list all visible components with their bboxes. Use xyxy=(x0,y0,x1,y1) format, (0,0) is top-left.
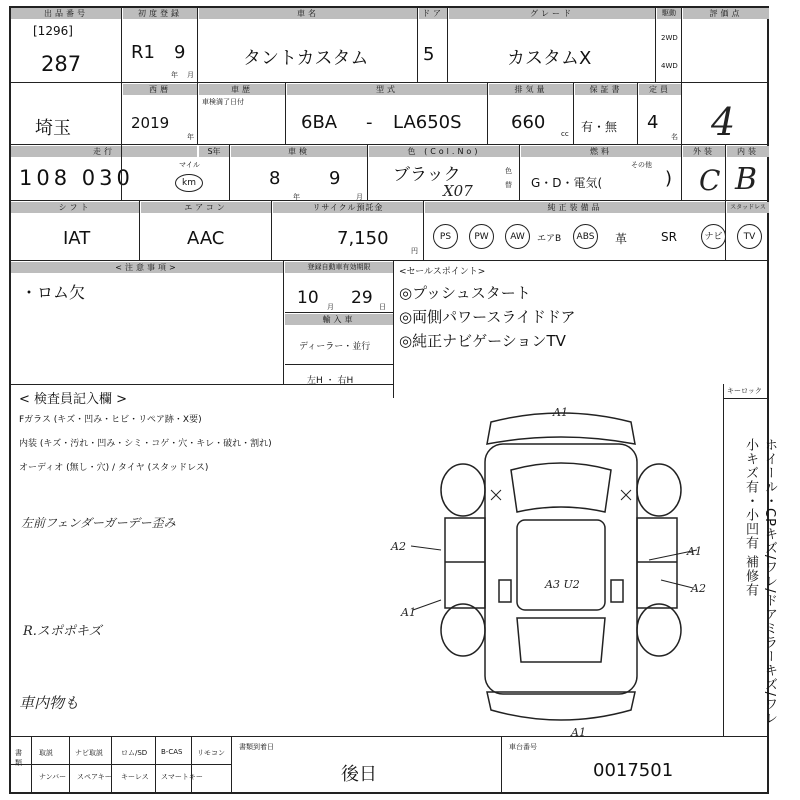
key-lock-label: キーロック xyxy=(727,387,762,395)
interior-header: 内装 xyxy=(727,146,769,157)
caution-header: <注意事項> xyxy=(11,262,283,273)
auction-no: 287 xyxy=(41,52,82,76)
displacement-unit: cc xyxy=(561,130,569,138)
equip-navi: ナビ xyxy=(701,224,726,249)
inspector-title: < 検査員記入欄 > xyxy=(19,392,128,407)
auction-no-small: [1296] xyxy=(33,24,73,38)
mark-right-rear: A2 xyxy=(691,582,706,595)
equip-tv: TV xyxy=(737,224,762,249)
vin-value: 0017501 xyxy=(593,760,674,781)
mileage-unit-km: km xyxy=(175,174,203,192)
mileage-header: 走行 xyxy=(11,146,197,157)
left-doors xyxy=(445,518,485,608)
year-suffix: 年 xyxy=(187,133,194,141)
mark-left-rear: A1 xyxy=(401,606,416,619)
score-header: 評価点 xyxy=(683,8,769,19)
footer-remote: リモコン xyxy=(197,749,225,757)
interior: B xyxy=(735,162,758,197)
caution-text: ・ロム欠 xyxy=(21,283,86,302)
grade: カスタムX xyxy=(507,48,592,69)
footer-smart-key: スマートキー xyxy=(161,773,203,781)
shaken-year: 8 xyxy=(269,168,281,189)
handwritten-note-3: 車内物も xyxy=(19,694,80,712)
score: 4 xyxy=(711,100,736,144)
color-header: 色 (Col.No) xyxy=(369,146,519,157)
side-note: ホイール・CPキズ/ワレ/ドアミラーキズ/ワレ 小キズ有・小凹有 補修有 xyxy=(743,438,777,726)
receipt-value: 後日 xyxy=(341,764,377,785)
handwritten-note-2: R.スポポキズ xyxy=(23,624,102,639)
first-reg-month: 9 xyxy=(174,42,186,63)
sales-point-3: ◎純正ナビゲーションTV xyxy=(399,332,566,350)
expiry-day: 29 xyxy=(351,288,373,308)
equip-sr: SR xyxy=(661,230,677,244)
mark-front: A1 xyxy=(553,406,568,419)
sticker-header: スタッドレス xyxy=(727,202,769,213)
sales-point-2: ◎両側パワースライドドア xyxy=(399,308,576,326)
capacity-unit: 名 xyxy=(671,133,678,141)
type-code: LA650S xyxy=(393,112,462,133)
footer-bcas: B-CAS xyxy=(161,748,183,756)
body-outline xyxy=(485,444,637,694)
expiry-month: 10 xyxy=(297,288,319,308)
expiry-header: 登録自動車有効期限 xyxy=(285,262,393,273)
equip-aw: AW xyxy=(505,224,530,249)
shaken-header: 車検 xyxy=(231,146,367,157)
year-header: 西暦 xyxy=(123,84,197,95)
equip-airbag: エアB xyxy=(537,234,562,244)
drive-2wd: 2WD xyxy=(661,34,678,42)
mark-rear: A1 xyxy=(571,726,586,739)
first-reg-year-suffix: 年 xyxy=(171,71,178,79)
import-type: ディーラー・並行 xyxy=(299,342,371,352)
type-prefix: 6BA xyxy=(301,112,338,133)
footer-side-label: 書類 xyxy=(15,749,22,767)
mark-left-front: A2 xyxy=(391,540,406,553)
footer-keyless: キーレス xyxy=(121,773,149,781)
rear-bumper xyxy=(487,692,635,720)
roof xyxy=(517,520,605,610)
recycle: 7,150 xyxy=(337,228,389,249)
auction-sheet xyxy=(9,6,777,794)
fuel: G・D・電気( xyxy=(531,176,603,190)
first-reg-header: 初度登録 xyxy=(123,8,197,19)
drive-4wd: 4WD xyxy=(661,62,678,70)
equipment-header: 純正装備品 xyxy=(425,202,725,213)
footer-rom-sd: ロム/SD xyxy=(121,749,148,757)
drive-header: 駆動 xyxy=(657,8,681,19)
inspector-line-1: Fガラス (キズ・凹み・ヒビ・リペア跡・X要) xyxy=(19,415,202,425)
sales-header: <セールスポイント> xyxy=(399,267,486,277)
first-reg-month-suffix: 月 xyxy=(187,71,194,79)
exterior-header: 外装 xyxy=(683,146,725,157)
doors-header: ドア xyxy=(419,8,447,19)
grade-header: グレード xyxy=(449,8,655,19)
car-name: タントカスタム xyxy=(243,48,369,69)
windshield xyxy=(511,463,611,512)
mileage: 108 030 xyxy=(19,166,134,190)
wheel-front-right xyxy=(637,464,681,516)
auction-no-header: 出品番号 xyxy=(11,8,121,19)
expiry-month-char: 月 xyxy=(327,303,334,311)
mark-right-front: A1 xyxy=(687,545,702,558)
equip-pw: PW xyxy=(469,224,494,249)
ac-header: エアコン xyxy=(141,202,271,213)
doors: 5 xyxy=(423,44,435,65)
fuel-close: ) xyxy=(665,168,673,189)
fuel-other: その他 xyxy=(631,161,652,169)
color-code: X07 xyxy=(443,182,473,200)
right-doors xyxy=(637,518,677,608)
rear-window xyxy=(517,618,605,662)
displacement: 660 xyxy=(511,112,546,133)
history-header: 車歴 xyxy=(199,84,285,95)
capacity-header: 定員 xyxy=(639,84,681,95)
equip-leather: 革 xyxy=(615,232,628,246)
ac: AAC xyxy=(187,228,225,249)
warranty: 有・無 xyxy=(581,120,618,134)
recycle-header: リサイクル預託金 xyxy=(273,202,423,213)
wheel-rear-right xyxy=(637,604,681,656)
footer-number: ナンバー xyxy=(39,773,67,781)
mark-roof: A3 U2 xyxy=(545,578,580,591)
shaken-month: 9 xyxy=(329,168,341,189)
year: 2019 xyxy=(131,114,170,132)
type-header: 型式 xyxy=(287,84,487,95)
recycle-unit: 円 xyxy=(411,247,418,255)
footer-spare-key: スペアキー xyxy=(77,773,112,781)
receipt-label: 書類到着日 xyxy=(239,743,274,751)
wheel-rear-left xyxy=(441,604,485,656)
footer-navi-manual: ナビ取説 xyxy=(75,749,103,757)
wheel-front-left xyxy=(441,464,485,516)
exterior: C xyxy=(699,164,721,197)
inspector-line-2: 内装 (キズ・汚れ・凹み・シミ・コゲ・穴・キレ・破れ・割れ) xyxy=(19,439,272,449)
import-header: 輸入車 xyxy=(285,314,393,325)
car-diagram xyxy=(391,400,706,740)
vin-label: 車台番号 xyxy=(509,743,537,751)
shift: IAT xyxy=(63,228,91,249)
mileage-unit-top: マイル xyxy=(179,161,200,169)
first-reg-era: R1 xyxy=(131,42,155,63)
shaken-year-char: 年 xyxy=(293,193,300,201)
region: 埼玉 xyxy=(35,118,71,139)
history-sub: 車検満了日付 xyxy=(202,98,244,106)
displacement-header: 排気量 xyxy=(489,84,573,95)
steering: 左H ・ 右H xyxy=(307,376,354,386)
type-dash: - xyxy=(366,112,373,133)
sales-point-1: ◎プッシュスタート xyxy=(399,284,531,302)
warranty-header: 保証書 xyxy=(575,84,637,95)
car-name-header: 車名 xyxy=(199,8,417,19)
expiry-day-char: 日 xyxy=(379,303,386,311)
s-header: S年 xyxy=(199,146,229,157)
fuel-header: 燃料 xyxy=(521,146,681,157)
shift-header: シフト xyxy=(11,202,139,213)
handwritten-note-1: 左前フェンダーガーデー歪み xyxy=(21,516,176,530)
equip-ps: PS xyxy=(433,224,458,249)
capacity: 4 xyxy=(647,112,659,133)
equip-abs: ABS xyxy=(573,224,598,249)
footer-manual: 取説 xyxy=(39,749,53,757)
shaken-month-char: 月 xyxy=(356,193,363,201)
color-change: 色替 xyxy=(505,167,512,189)
inspector-line-3: オーディオ (無し・穴) / タイヤ (スタッドレス) xyxy=(19,463,209,473)
color: ブラック xyxy=(393,165,461,185)
